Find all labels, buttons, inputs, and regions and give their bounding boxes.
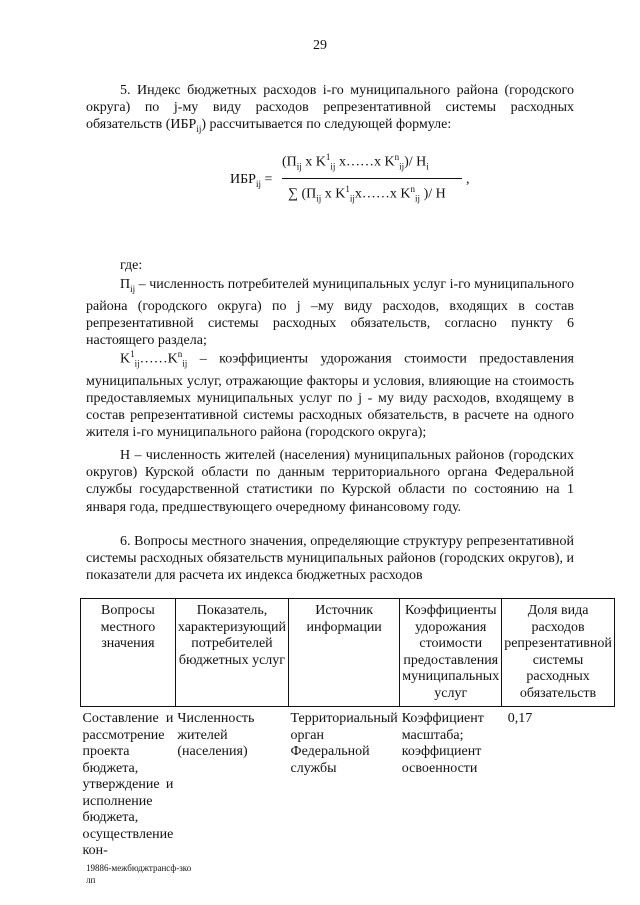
table-row (81, 707, 615, 860)
where-label: где: (120, 258, 143, 273)
paragraph-h-definition: Н – численность жителей (населения) муниципальных районов (городских округов) Курской области по данным территориального органа Федеральной службы государственной статистики по Курской области по состоянию на 1 января года, предшествующего очередному финансовому году. (86, 448, 574, 515)
header-share: Доля вида расходов репрезентативной системы расходных обязательств (502, 599, 615, 707)
header-indicator: Показатель, характеризующий потребителей бюджетных услуг (175, 599, 288, 707)
cell-indicator: Численность жителей (населения) (177, 711, 255, 759)
cell-local-issue: Составление и рассмотрение проекта бюджета, утверждение и исполнение бюджета, осуществление кон- (82, 711, 174, 858)
paragraph-6: 6. Вопросы местного значения, определяющие структуру репрезентативной системы расходных обязательств муниципальных районов (городских округов), и показатели для расчета их индекса бюджетных расходов (86, 534, 574, 584)
footer-code (86, 862, 191, 886)
table-header-row (81, 599, 615, 707)
cell-source: Территориальный орган Федеральной службы (290, 711, 398, 776)
cell-coefficients: Коэффициент масштаба; коэффициент освоенности (401, 711, 484, 776)
formula-numerator: ($П_{ij}$ x $K^1_{ij}$ x……x $K^n_{ij})/$ $H_i$ (282, 152, 429, 172)
paragraph-k-definition: $K^1_{ij}\dots\dots K^n_{ij}$ – коэффициенты удорожания стоимости предоставления муниципальных услуг, отражающие факторы и условия, влияющие на стоимость предоставляемых муниципальных услуг по j - му виду расходов, входящему в состав репрезентативной системы расходных обязательств, в расчете на одного жителя i-го муниципального района (городского округа); (86, 349, 574, 441)
expenditure-table (80, 598, 612, 860)
footer-line-2: лп (86, 875, 96, 885)
fraction-bar (282, 178, 462, 179)
formula-lhs: $ИБР_{ij}$ = (230, 172, 273, 189)
formula-comma: , (466, 172, 470, 187)
header-coefficients: Коэффициенты удорожания стоимости предоставления муниципальных услуг (400, 599, 502, 707)
footer-line-1: 19886-межбюджтрансф-зко (86, 863, 192, 873)
header-local-issues: Вопросы местного значения (81, 599, 176, 707)
formula (230, 152, 490, 212)
paragraph-p-definition: $П_{ij}$ – численность потребителей муниципальных услуг i-го муниципального района (городского округа) по j –му виду расходов, входящих в состав репрезентативной системы расходных обязательств, согласно пункту 6 настоящего раздела; (86, 277, 574, 349)
paragraph-5: 5. Индекс бюджетных расходов i-го муниципального района (городского округа) по j-му виду расходов репрезентативной системы расходных обязательств $(ИБР_{ij})$ рассчитывается по следующей формуле: (86, 83, 574, 135)
formula-denominator: ∑ ($П_{ij}$ x $K^1_{ij}x\dots\dots x$ $K^n_{ij}$ )/ H (288, 184, 446, 204)
cell-share: 0,17 (507, 711, 533, 726)
header-source: Источник информации (289, 599, 400, 707)
page-number: 29 (313, 38, 327, 53)
